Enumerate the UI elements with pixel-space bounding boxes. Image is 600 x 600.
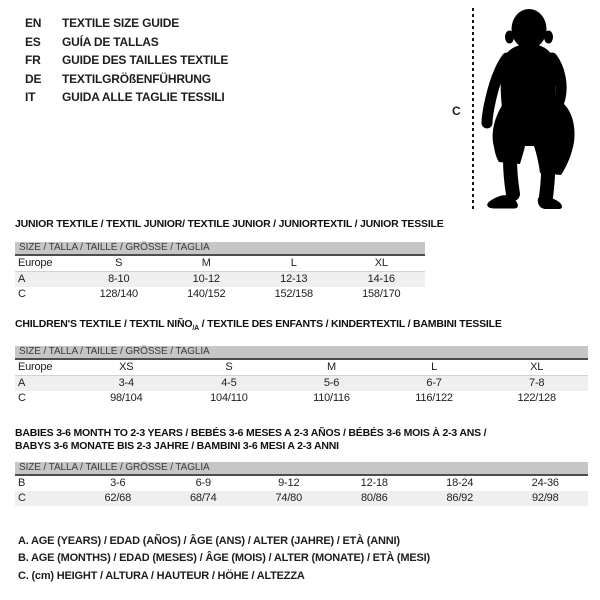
language-row [25,88,228,107]
table-title-line: BABIES 3-6 MONTH TO 2-3 YEARS / BEBÉS 3-6 MESES A 2-3 AÑOS / BÉBÉS 3-6 MOIS À 2-3 ANS / [15,427,487,439]
size-cell: L [383,360,486,376]
language-code: DE [25,71,42,86]
size-cell: 68/74 [189,492,217,504]
size-cell: 122/128 [517,392,556,405]
table-row [15,287,425,302]
size-cell: 158/170 [362,288,401,300]
table-row [15,256,425,272]
size-cell: 86/92 [446,492,474,504]
language-title-list [25,14,228,107]
size-cell: 14-16 [367,273,395,285]
table-title-line: JUNIOR TEXTILE / TEXTIL JUNIOR/ TEXTILE JUNIOR / JUNIORTEXTIL / JUNIOR TESSILE [15,218,444,230]
table-title [15,318,588,335]
language-row [25,70,228,89]
table-title [15,218,444,231]
language-code: FR [25,53,41,68]
language-title: TEXTILE SIZE GUIDE [62,16,180,30]
children-textile-table [15,318,588,406]
size-cell: 6-7 [426,377,442,390]
height-dashed-line [472,8,474,212]
size-cell: 3-4 [118,377,134,390]
measurement-legend [18,533,430,585]
row-label: C [18,492,26,504]
size-bar: SIZE / TALLA / TAILLE / GRÖSSE / TAGLIA [15,462,588,476]
size-cell: 140/152 [187,288,226,300]
size-cell: 4-5 [221,377,237,390]
baby-silhouette-icon [477,5,596,212]
legend-line: C. (cm) HEIGHT / ALTURA / HAUTEUR / HÖHE / ALTEZZA [18,569,305,582]
size-cell: 5-6 [323,377,340,390]
size-cell: 104/110 [210,392,248,405]
size-cell: 128/140 [99,288,138,300]
table-row [15,391,588,406]
language-title: TEXTILGRÖßENFÜHRUNG [62,71,211,86]
size-cell: 8-10 [108,273,130,285]
language-row [25,14,228,33]
row-label: Europe [15,360,75,376]
size-cell: 98/104 [110,392,143,405]
size-table [15,360,588,406]
size-cell: XL [485,360,588,376]
size-cell: 7-8 [529,377,545,390]
size-cell: S [75,256,163,272]
size-cell: 10-12 [192,273,220,285]
row-label: B [18,477,26,489]
legend-line: A. AGE (YEARS) / EDAD (AÑOS) / ÂGE (ANS) / ALTER (JAHRE) / ETÀ (ANNI) [18,535,400,547]
size-cell: 74/80 [275,492,303,504]
row-label: A [18,273,26,285]
row-label: Europe [15,256,75,272]
table-title-line: CHILDREN'S TEXTILE / TEXTIL $NIÑO_{/A}$ / TEXTILE DES ENFANTS / KINDERTEXTIL / BAMBINI TESSILE [15,318,502,333]
table-title-line: BABYS 3-6 MONATE BIS 2-3 JAHRE / BAMBINI 3-6 MESI A 2-3 ANNI [15,440,339,452]
size-cell: XL [338,256,426,272]
table-row [15,376,588,392]
size-cell: 92/98 [531,492,559,504]
language-title: GUIDE DES TAILLES TEXTILE [62,53,229,68]
size-cell: 9-12 [278,477,300,489]
size-cell: 152/158 [274,288,313,300]
table-row [15,476,588,491]
size-cell: L [250,256,338,272]
size-bar: SIZE / TALLA / TAILLE / GRÖSSE / TAGLIA [15,242,425,256]
babies-textile-table [15,427,588,506]
size-cell: 24-36 [531,477,559,489]
table-title [15,427,588,453]
size-cell: 18-24 [446,477,474,489]
size-cell: S [178,360,281,376]
table-row [15,491,588,506]
table-row [15,360,588,376]
size-table [15,476,588,506]
language-row [25,51,228,70]
size-cell: 12-18 [360,477,388,489]
language-code: EN [25,16,42,30]
language-title: GUÍA DE TALLAS [62,34,159,49]
size-bar: SIZE / TALLA / TAILLE / GRÖSSE / TAGLIA [15,346,588,360]
size-cell: M [280,360,383,376]
row-label: A [18,377,26,390]
language-code: ES [25,34,41,49]
size-cell: 110/116 [313,392,350,405]
junior-textile-table [15,218,444,302]
size-cell: 12-13 [280,273,308,285]
size-cell: 6-9 [195,477,211,489]
size-cell: 116/122 [415,392,453,405]
legend-line: B. AGE (MONTHS) / EDAD (MESES) / ÂGE (MOIS) / ALTER (MONATE) / ETÀ (MESI) [18,552,430,565]
table-row [15,272,425,288]
row-label: C [18,392,26,405]
language-row [25,33,228,52]
size-cell: M [163,256,251,272]
row-label: C [18,288,26,300]
size-cell: 80/86 [360,492,388,504]
size-cell: 3-6 [110,477,126,489]
size-cell: XS [75,360,178,376]
size-cell: 62/68 [104,492,132,504]
height-c-label: C [452,104,461,118]
size-table [15,256,425,302]
language-title: GUIDA ALLE TAGLIE TESSILI [62,90,225,105]
language-code: IT [25,90,36,105]
